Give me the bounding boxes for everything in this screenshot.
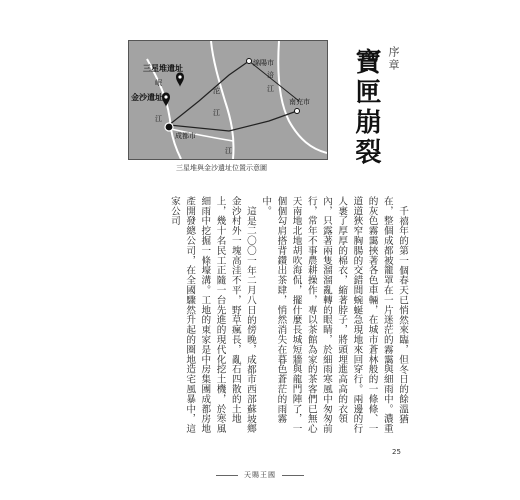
label-deyang: 綿陽市 bbox=[253, 59, 274, 67]
footer-rule-left bbox=[216, 475, 238, 476]
label-river-jiang: 江 bbox=[155, 115, 162, 123]
deyang-marker bbox=[247, 59, 252, 64]
map-caption: 三星堆與金沙遺址位置示意圖 bbox=[176, 164, 267, 172]
label-sanxingdui: 三星堆遺址 bbox=[143, 64, 183, 73]
label-river-fu2: 江 bbox=[267, 85, 274, 93]
label-river-tuo2: 江 bbox=[213, 109, 220, 117]
chengdu-marker bbox=[165, 123, 173, 131]
neijiang-marker bbox=[295, 109, 300, 114]
running-footer bbox=[0, 470, 520, 480]
label-river-fu: 涪 bbox=[267, 71, 274, 79]
label-river-jiang3: 江 bbox=[225, 147, 232, 155]
body-text bbox=[108, 196, 410, 434]
label-jinsha: 金沙遺址 bbox=[131, 93, 163, 102]
label-chengdu: 成都市 bbox=[175, 132, 196, 140]
footer-rule-right bbox=[282, 475, 304, 476]
paragraph-2: 這是二〇〇一年二月八日的傍晚，成都市西部蘇坡鄉金沙村外一塊高洼不平，野草瘋長，亂石四散的土地上，幾十名民工正隨一台先進的現代化挖土機，於寒風細雨中挖掘一條壕溝。工地的東家是中房集團成都房地產開發總公司，在全國驟然升起的圈地造宅風暴中，這家公司 bbox=[168, 196, 256, 434]
chapter-heading bbox=[347, 46, 407, 176]
chapter-title: 寶匣崩裂 bbox=[351, 48, 381, 168]
page-number: 25 bbox=[392, 448, 401, 456]
paragraph-1: 千禧年的第一個春天已悄然來臨，但冬日的餘溫猶在，整個成都被籠罩在一片迷茫的霧靄與細雨中。濃重的灰色霧靄挾著各色車輛，在城市蒼林般的一條條、一道道狹窄胸腸的交錯間蜿蜒急現地來回穿行。兩邊的行人裹了厚厚的棉衣，縮著脖子，將頭埋進高高的衣領內，只露著兩隻溜溜亂轉的眼睛，於細雨寒風中匆匆前行，常年不事農耕操作，專以茶館為家的茶客們已無心天南地北地胡吹海侃，擺什麼長城短牆與龍門陣了，一個個勾肩搭背鑽出茶肆，悄然消失在暮色蒼茫的雨霧中。 bbox=[260, 196, 408, 434]
label-river-tuo: 沱 bbox=[213, 87, 220, 95]
chapter-label: 序章 bbox=[387, 46, 400, 72]
location-map bbox=[128, 40, 328, 160]
label-neijiang: 南充市 bbox=[289, 98, 310, 106]
label-river-min: 岷 bbox=[155, 79, 162, 87]
book-title: 天賜王國 bbox=[244, 471, 276, 479]
